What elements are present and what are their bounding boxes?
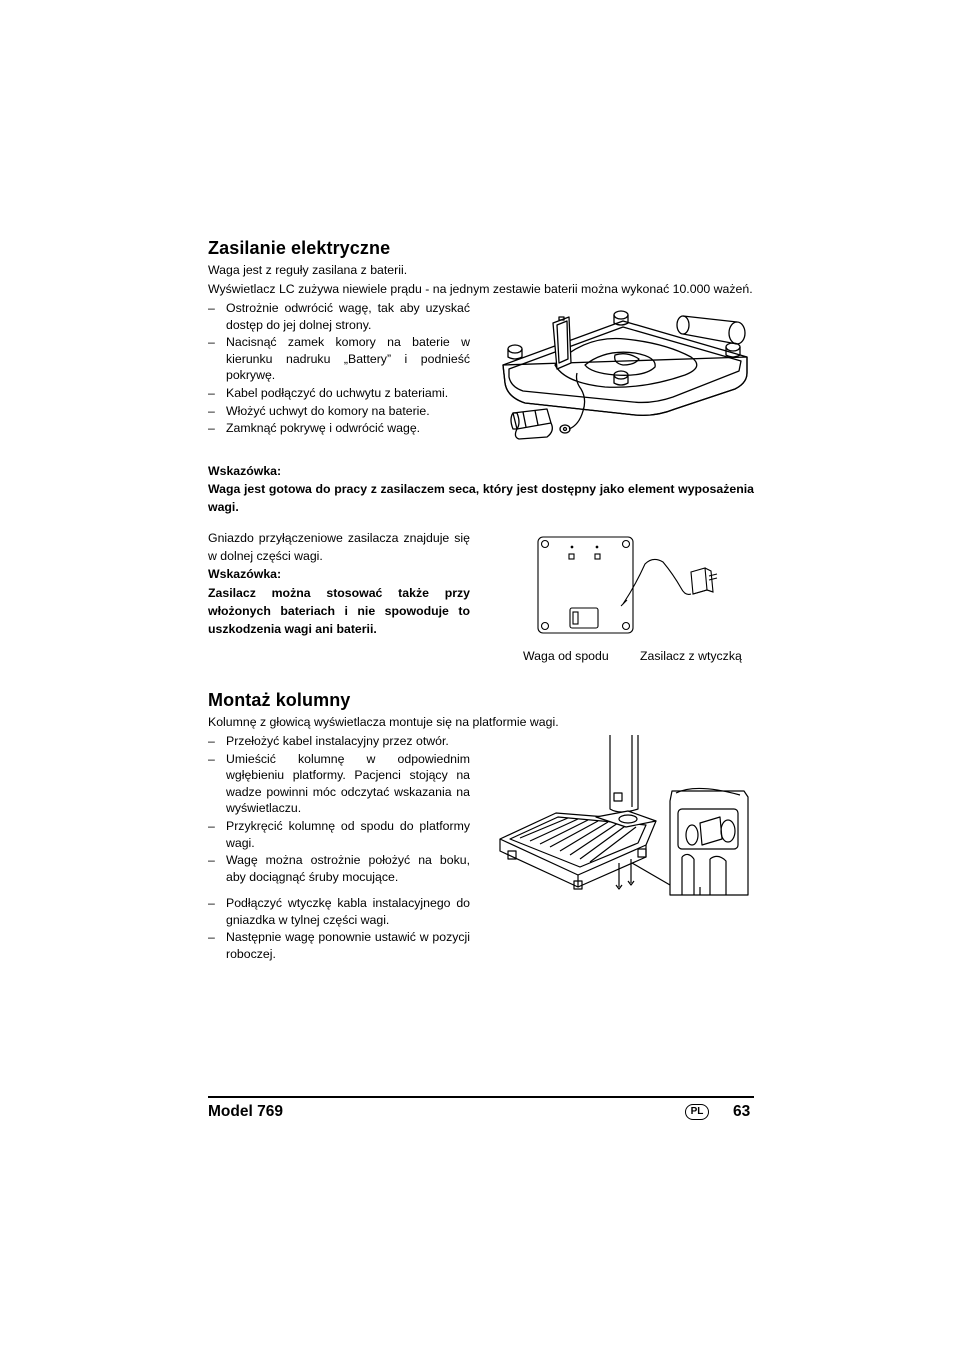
power-intro-1: Waga jest z reguły zasilana z baterii. [208,263,408,277]
scale-bottom-view-illustration [535,534,730,636]
caption-scale-bottom: Waga od spodu [523,649,609,663]
note2-title: Wskazówka: [208,567,282,581]
caption-power-adapter: Zasilacz z wtyczką [640,649,742,663]
column-steps-list-a [208,733,470,886]
list-item: – Przełożyć kabel instalacyjny przez otwór. [208,733,470,750]
list-item: – Ostrożnie odwrócić wagę, tak aby uzyskać dostęp do jej dolnej strony. [208,300,470,333]
note2-text: Zasilacz można stosować także przy włożonych bateriach i nie spowoduje to uszkodzenia wagi ani baterii. [208,586,470,636]
scale-underside-illustration [495,305,755,445]
list-item: – Włożyć uchwyt do komory na baterie. [208,403,470,420]
list-item: – Kabel podłączyć do uchwytu z bateriami. [208,385,470,402]
note1-title: Wskazówka: [208,464,282,478]
list-item: – Zamknąć pokrywę i odwrócić wagę. [208,420,470,437]
column-mount-illustration [496,735,756,900]
power-steps-list [208,300,470,438]
footer-rule [208,1096,754,1098]
section-title-power: Zasilanie elektryczne [208,238,391,258]
column-steps-list-b [208,895,470,963]
page-number: 63 [733,1103,751,1120]
footer-model: Model 769 [208,1103,283,1120]
section-title-column: Montaż kolumny [208,690,351,710]
column-intro: Kolumnę z głowicą wyświetlacza montuje się na platformie wagi. [208,715,559,729]
language-badge: PL [685,1104,709,1120]
socket-text: Gniazdo przyłączeniowe zasilacza znajduje się w dolnej części wagi. [208,531,470,563]
power-intro-2: Wyświetlacz LC zużywa niewiele prądu - na jednym zestawie baterii można wykonać 10.000 ważeń. [208,282,753,296]
list-item: – Następnie wagę ponownie ustawić w pozycji roboczej. [208,929,470,962]
list-item: – Nacisnąć zamek komory na baterie w kierunku nadruku „Battery” i podnieść pokrywę. [208,334,470,384]
list-item: – Umieścić kolumnę w odpowiednim wgłębieniu platformy. Pacjenci stojący na wadze powinni móc odczytać wskazania na wyświetlaczu. [208,751,470,817]
note1-text: Waga jest gotowa do pracy z zasilaczem seca, który jest dostępny jako element wyposażenia wagi. [208,482,754,514]
list-item: – Podłączyć wtyczkę kabla instalacyjnego do gniazdka w tylnej części wagi. [208,895,470,928]
list-item: – Wagę można ostrożnie położyć na boku, aby dociągnąć śruby mocujące. [208,852,470,885]
list-item: – Przykręcić kolumnę od spodu do platformy wagi. [208,818,470,851]
power-adapter-illustration [691,568,717,594]
